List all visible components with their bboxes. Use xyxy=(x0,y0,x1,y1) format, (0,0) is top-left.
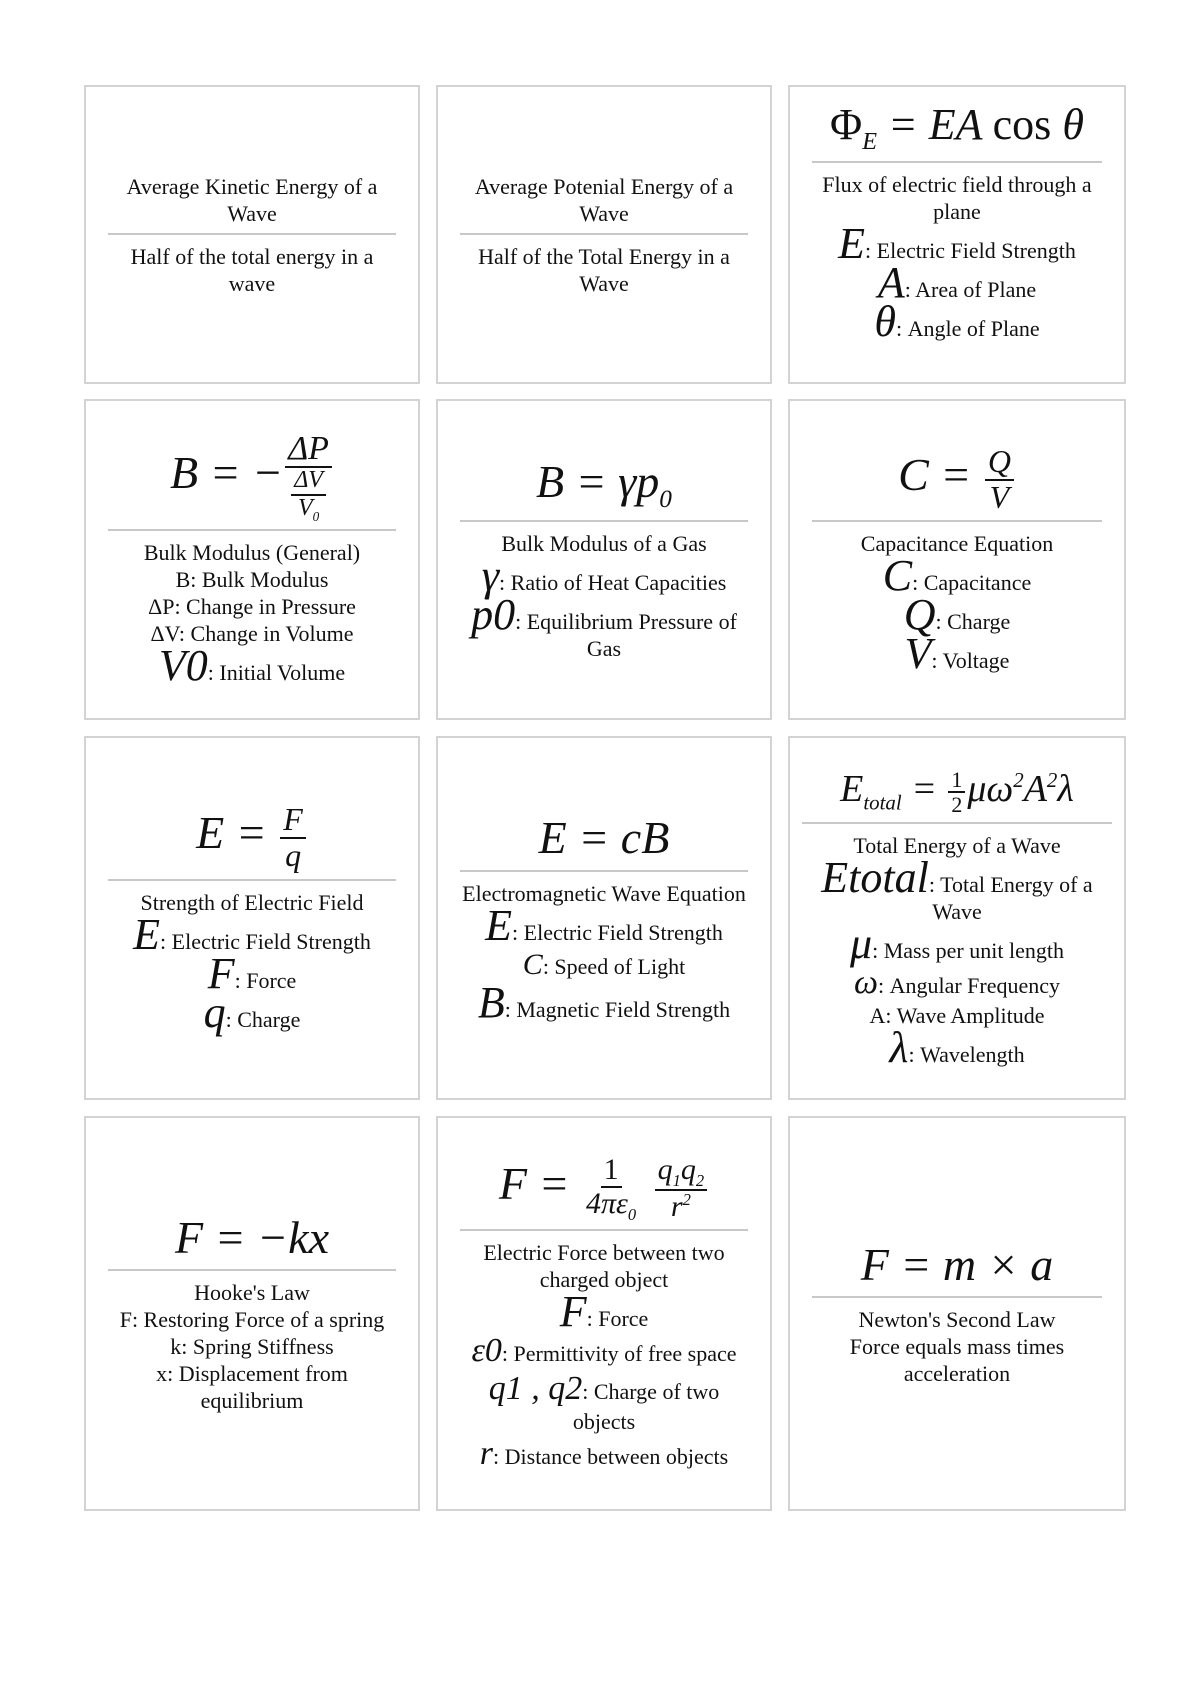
symbol: μ xyxy=(850,919,873,969)
variable-text: : Charge xyxy=(225,1006,301,1032)
variable-mu xyxy=(850,919,1064,969)
divider xyxy=(108,1269,396,1271)
card-bulk-modulus-gas xyxy=(436,399,772,720)
divider xyxy=(460,870,748,872)
variable-text: : Charge of two objects xyxy=(572,1378,720,1434)
card-total-energy-wave xyxy=(788,736,1126,1100)
variable-gamma xyxy=(481,551,727,600)
variable-f xyxy=(559,1286,649,1336)
symbol: p0 xyxy=(471,590,516,639)
symbol: γ xyxy=(481,551,500,600)
variable-text: : Speed of Light xyxy=(542,953,686,979)
line-change-pressure: ΔP: Change in Pressure xyxy=(148,594,356,620)
card-title: Bulk Modulus (General) xyxy=(143,540,361,566)
variable-q1-q2 xyxy=(460,1370,748,1435)
divider xyxy=(108,879,396,881)
symbol: F xyxy=(559,1286,587,1336)
variable-text: : Initial Volume xyxy=(207,660,346,686)
variable-text: : Capacitance xyxy=(912,570,1032,596)
formula: $B = \gamma p_0$ xyxy=(536,456,672,514)
variable-text: : Magnetic Field Strength xyxy=(504,996,731,1022)
variable-text: : Distance between objects xyxy=(493,1443,729,1469)
card-title: Total Energy of a Wave xyxy=(853,833,1061,859)
divider xyxy=(812,520,1102,522)
divider xyxy=(812,1296,1102,1298)
variable-text: : Angle of Plane xyxy=(896,316,1040,342)
variable-text: : Total Energy of a Wave xyxy=(928,872,1093,925)
symbol: ε0 xyxy=(471,1331,502,1369)
card-title: Flux of electric field through a plane xyxy=(822,172,1092,225)
divider xyxy=(460,1229,748,1231)
divider xyxy=(812,161,1102,163)
card-title: Strength of Electric Field xyxy=(140,889,364,915)
card-description: Force equals mass times acceleration xyxy=(849,1334,1065,1387)
formula: C = $\frac{Q}{V}$ xyxy=(898,445,1016,514)
variable-b xyxy=(477,977,731,1027)
formula: E = cB xyxy=(538,812,670,864)
card-electric-flux xyxy=(788,85,1126,384)
variable-e xyxy=(485,900,723,950)
card-title: Bulk Modulus of a Gas xyxy=(501,531,707,556)
variable-theta xyxy=(874,297,1040,347)
variable-text: : Charge xyxy=(935,609,1011,635)
variable-text: : Permittivity of free space xyxy=(501,1340,737,1366)
formula: F = −kx xyxy=(174,1211,329,1263)
card-capacitance xyxy=(788,399,1126,720)
variable-etotal xyxy=(802,853,1112,925)
variable-p0 xyxy=(460,590,748,662)
variable-r xyxy=(480,1435,728,1473)
symbol: Etotal xyxy=(821,853,929,903)
variable-text: : Electric Field Strength xyxy=(512,919,723,945)
card-title: Average Kinetic Energy of a Wave xyxy=(126,173,378,226)
line-amplitude: A: Wave Amplitude xyxy=(869,1003,1045,1029)
variable-text: : Ratio of Heat Capacities xyxy=(499,570,727,595)
symbol: C xyxy=(882,551,913,601)
variable-v0 xyxy=(158,641,346,691)
divider xyxy=(108,529,396,531)
line-bulk-modulus: B: Bulk Modulus xyxy=(175,567,329,593)
symbol: E xyxy=(838,219,866,269)
formula: E = $\frac{F}{q}$ xyxy=(196,803,308,872)
variable-q xyxy=(203,987,301,1037)
formula: F = $\frac{1}{4\pi\varepsilon_0}$ $\frac{q_1q_2}{r^2}$ xyxy=(499,1154,709,1223)
symbol: θ xyxy=(874,297,897,347)
card-title: Electric Force between two charged object xyxy=(483,1239,725,1292)
symbol: A xyxy=(877,258,905,308)
divider xyxy=(460,520,748,522)
card-newtons-second-law xyxy=(788,1116,1126,1511)
variable-v xyxy=(904,629,1010,679)
symbol: ω xyxy=(853,964,878,1002)
line-change-volume: ΔV: Change in Volume xyxy=(150,621,354,647)
formula: $\Phi_E$ = EA cos θ xyxy=(830,100,1084,155)
variable-text: : Wavelength xyxy=(908,1042,1025,1068)
card-hookes-law xyxy=(84,1116,420,1511)
variable-text: : Voltage xyxy=(931,648,1010,674)
symbol: q xyxy=(203,987,226,1037)
formula: B = − $\frac{\Delta P}{\frac{\Delta V}{V_0}}$ xyxy=(170,431,334,524)
card-average-potential-energy xyxy=(436,85,772,384)
symbol: λ xyxy=(889,1023,909,1073)
symbol: q1 , q2 xyxy=(488,1369,583,1407)
variable-text: : Equilibrium Pressure of Gas xyxy=(515,609,737,661)
variable-text: : Force xyxy=(586,1305,649,1331)
symbol: r xyxy=(479,1434,494,1472)
card-title: Capacitance Equation xyxy=(860,531,1054,557)
card-electromagnetic-wave xyxy=(436,736,772,1100)
card-description: Half of the Total Energy in a Wave xyxy=(478,243,730,296)
divider xyxy=(460,233,748,235)
symbol: Q xyxy=(903,590,936,640)
divider xyxy=(802,822,1112,824)
variable-text: : Mass per unit length xyxy=(872,938,1064,964)
variable-e xyxy=(838,219,1076,269)
card-bulk-modulus-general xyxy=(84,399,420,720)
symbol: V0 xyxy=(158,641,208,691)
variable-text: : Force xyxy=(234,967,297,993)
card-average-kinetic-energy xyxy=(84,85,420,384)
card-title: Hooke's Law xyxy=(194,1280,310,1306)
symbol: V xyxy=(904,629,932,679)
variable-a xyxy=(877,258,1037,308)
symbol: E xyxy=(485,900,513,950)
variable-text: : Electric Field Strength xyxy=(160,928,371,954)
variable-lambda xyxy=(889,1023,1025,1073)
symbol: B xyxy=(477,977,505,1027)
symbol: C xyxy=(522,947,543,981)
line-restoring-force: F: Restoring Force of a spring xyxy=(119,1307,385,1333)
symbol: E xyxy=(133,909,161,959)
card-title: Average Potenial Energy of a Wave xyxy=(474,173,734,226)
variable-text: : Electric Field Strength xyxy=(865,238,1076,264)
divider xyxy=(108,233,396,235)
variable-text: : Area of Plane xyxy=(904,277,1037,303)
variable-omega xyxy=(854,964,1060,1002)
variable-c xyxy=(523,946,685,984)
line-spring-stiffness: k: Spring Stiffness xyxy=(170,1334,334,1360)
card-title: Newton's Second Law xyxy=(858,1307,1056,1333)
variable-text: : Angular Frequency xyxy=(877,973,1061,999)
card-coulombs-law xyxy=(436,1116,772,1511)
symbol: F xyxy=(207,948,235,998)
card-title: Electromagnetic Wave Equation xyxy=(462,880,746,906)
variable-epsilon0 xyxy=(472,1332,737,1370)
formula: $E_{total}$ = $\frac{1}{2}$ $\mu\omega^2A^2\lambda$ xyxy=(840,766,1074,817)
formula: F = m × a xyxy=(860,1238,1054,1290)
card-description: Half of the total energy in a wave xyxy=(130,243,374,296)
variable-e xyxy=(133,909,371,959)
line-displacement: x: Displacement from equilibrium xyxy=(156,1361,348,1414)
card-electric-field-strength xyxy=(84,736,420,1100)
